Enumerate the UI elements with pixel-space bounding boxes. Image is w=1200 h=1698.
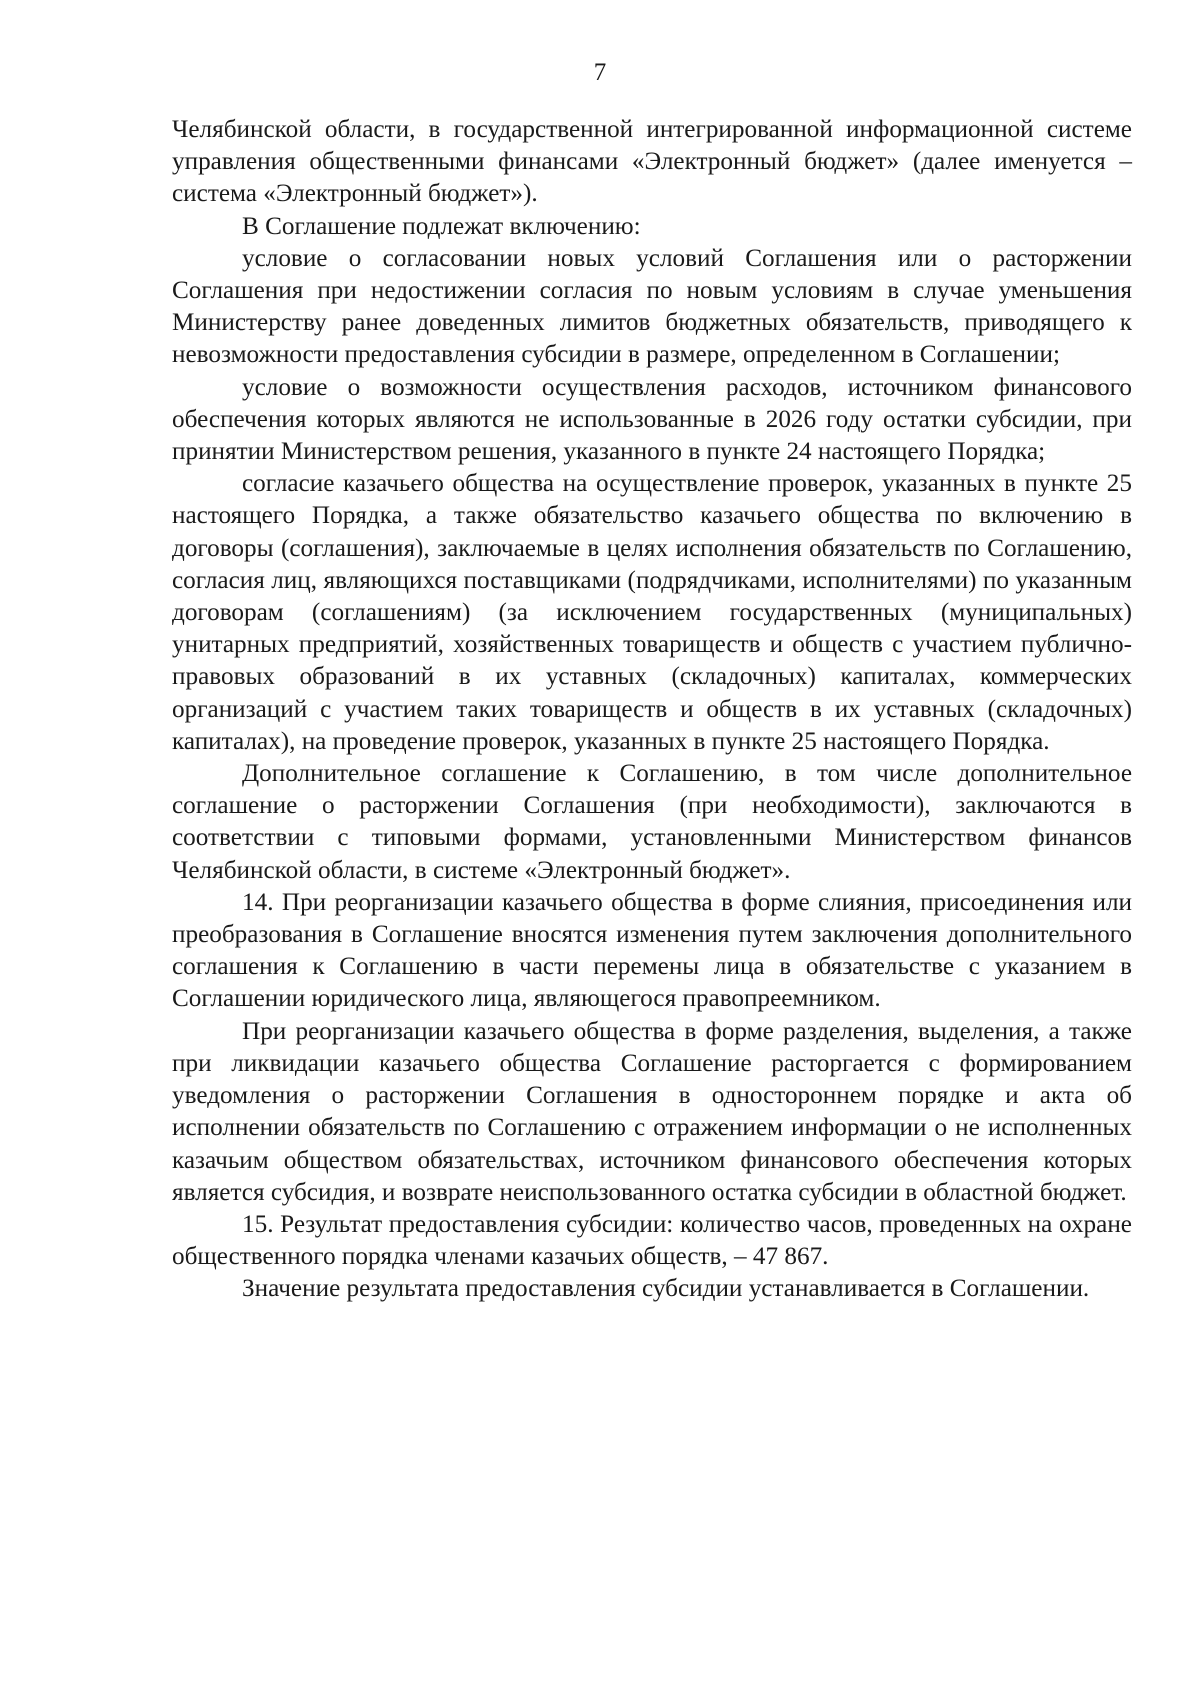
page-number: 7 <box>593 59 607 86</box>
paragraph-additional-agreement: Дополнительное соглашение к Соглашению, в том числе дополнительное соглашение о расторжении Соглашения (при необходимости), заключаются в соответствии с типовыми формами, установленными Министерством финансов Челябинской области, в системе «Электронный бюджет». <box>172 760 1132 884</box>
document-body <box>172 114 1132 1306</box>
paragraph-agreement-inclusions: В Соглашение подлежат включению: <box>242 212 641 240</box>
paragraph-condition-new-terms: условие о согласовании новых условий Соглашения или о расторжении Соглашения при недостижении согласия по новым условиям в случае уменьшения Министерству ранее доведенных лимитов бюджетных обязательств, приводящего к невозможности предоставления субсидии в размере, определенном в Соглашении; <box>172 244 1132 369</box>
paragraph-item-15: 15. Результат предоставления субсидии: количество часов, проведенных на охране общественного порядка членами казачьих обществ, – 47 867. <box>172 1210 1132 1271</box>
paragraph-reorganization-division: При реорганизации казачьего общества в форме разделения, выделения, а также при ликвидации казачьего общества Соглашение расторгается с формированием уведомления о расторжении Соглашения в одностороннем порядке и акта об исполнении обязательств по Соглашению с отражением информации о не исполненных казачьим обществом обязательствах, источником финансового обеспечения которых является субсидия, и возврате неиспользованного остатка субсидии в областной бюджет. <box>172 1017 1132 1206</box>
paragraph-item-14: 14. При реорганизации казачьего общества в форме слияния, присоединения или преобразования в Соглашение вносятся изменения путем заключения дополнительного соглашения к Соглашению в части перемены лица в обязательстве с указанием в Соглашении юридического лица, являющегося правопреемником. <box>172 888 1132 1013</box>
paragraph-condition-expenses: условие о возможности осуществления расходов, источником финансового обеспечения которых являются не использованные в 2026 году остатки субсидии, при принятии Министерством решения, указанного в пункте 24 настоящего Порядка; <box>172 373 1132 466</box>
paragraph-consent-inspections: согласие казачьего общества на осуществление проверок, указанных в пункте 25 настоящего Порядка, а также обязательство казачьего общества по включению в договоры (соглашения), заключаемые в целях исполнения обязательств по Соглашению, согласия лиц, являющихся поставщиками (подрядчиками, исполнителями) по указанным договорам (соглашениям) (за исключением государственных (муниципальных) унитарных предприятий, хозяйственных товариществ и обществ с участием публично-правовых образований в их уставных (складочных) капиталах, коммерческих организаций с участием таких товариществ и обществ в их уставных (складочных) капиталах), на проведение проверок, указанных в пункте 25 настоящего Порядка. <box>172 470 1132 755</box>
paragraph-continuation: Челябинской области, в государственной интегрированной информационной системе управления общественными финансами «Электронный бюджет» (далее именуется – система «Электронный бюджет»). <box>172 116 1132 208</box>
paragraph-result-value: Значение результата предоставления субсидии устанавливается в Соглашении. <box>242 1275 1090 1303</box>
